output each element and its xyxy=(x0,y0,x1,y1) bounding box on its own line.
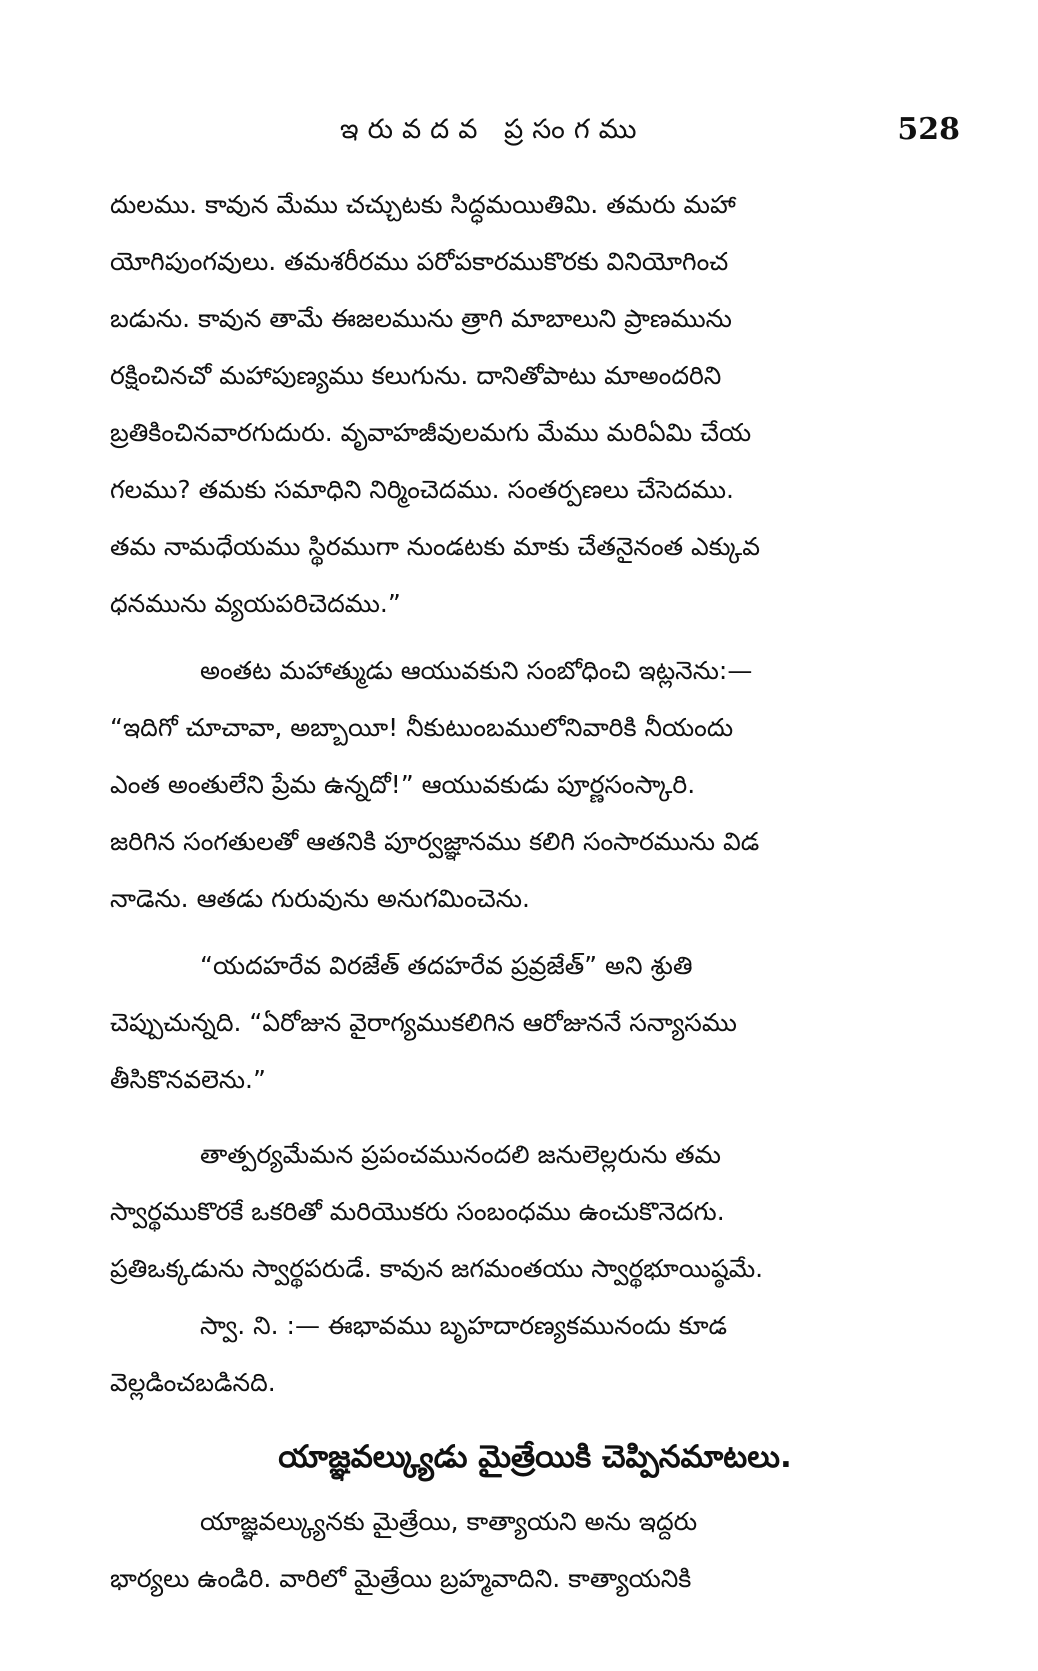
text-line: తమ నామధేయము స్థిరముగా నుండటకు మాకు చేతనైనంత ఎక్కువ xyxy=(110,532,760,561)
text-line: యోగిపుంగవులు. తమశరీరము పరోపకారముకొరకు వినియోగించ xyxy=(110,247,729,276)
section-heading: యాజ్ఞవల్క్యుడు మైత్రేయికి చెప్పినమాటలు. xyxy=(278,1439,792,1475)
page-number: 528 xyxy=(897,112,960,147)
text-line: తీసికొనవలెను.” xyxy=(110,1065,266,1094)
text-line: ప్రతిఒక్కడును స్వార్థపరుడే. కావున జగమంతయు స్వార్థభూయిష్ఠమే. xyxy=(110,1254,764,1283)
paragraph-3 xyxy=(110,937,960,1108)
text-line: “ఇదిగో చూచావా, అబ్బాయీ! నీకుటుంబములోనివారికి నీయందు xyxy=(110,713,734,742)
paragraph-4 xyxy=(110,1126,960,1297)
text-line: జరిగిన సంగతులతో ఆతనికి పూర్వజ్ఞానము కలిగి సంసారమును విడ xyxy=(110,827,760,856)
text-line: బ్రతికించినవారగుదురు. వృవాహజీవులమగు మేము మరిఏమి చేయ xyxy=(110,418,752,447)
text-line: చెప్పుచున్నది. “ఏరోజున వైరాగ్యముకలిగిన ఆరోజుననే సన్యాసము xyxy=(110,1008,737,1037)
text-line: స్వార్థముకొరకే ఒకరితో మరియొకరు సంబంధము ఉంచుకొనెదగు. xyxy=(110,1197,725,1226)
text-line: ఎంత అంతులేని ప్రేమ ఉన్నదో!” ఆయువకుడు పూర్ణసంస్కారి. xyxy=(110,770,696,799)
paragraph-2 xyxy=(110,642,960,927)
text-line: భార్యలు ఉండిరి. వారిలో మైత్రేయి బ్రహ్మవాదిని. కాత్యాయనికి xyxy=(110,1564,692,1593)
text-line: ధనమును వ్యయపరిచెదము.” xyxy=(110,589,401,618)
text-line: బడును. కావున తామే ఈజలమును త్రాగి మాబాలుని ప్రాణమును xyxy=(110,304,732,333)
text-line: దులము. కావున మేము చచ్చుటకు సిద్ధమయితిమి. తమరు మహా xyxy=(110,190,736,219)
text-line: రక్షించినచో మహాపుణ్యము కలుగును. దానితోపాటు మాఅందరిని xyxy=(110,361,722,390)
text-line: యాజ్ఞవల్క్యునకు మైత్రేయి, కాత్యాయని అను ఇద్దరు xyxy=(200,1507,698,1536)
running-title: ఇరువదవ ప్రసంగము xyxy=(340,114,646,145)
text-line: అంతట మహాత్ముడు ఆయువకుని సంబోధించి ఇట్లనెను:— xyxy=(200,656,753,685)
text-line: స్వా. ని. :— ఈభావము బృహదారణ్యకమునందు కూడ xyxy=(200,1311,728,1340)
body-text xyxy=(110,176,960,1607)
paragraph-5 xyxy=(110,1297,960,1411)
text-line: గలము? తమకు సమాధిని నిర్మించెదము. సంతర్పణలు చేసెదము. xyxy=(110,475,734,504)
text-line: తాత్పర్యమేమన ప్రపంచమునందలి జనులెల్లరును తమ xyxy=(200,1140,721,1169)
text-line: నాడెను. ఆతడు గురువును అనుగమించెను. xyxy=(110,884,530,913)
page-header xyxy=(110,114,960,154)
text-line: “యదహరేవ విరజేత్ తదహరేవ ప్రవ్రజేత్” అని శ్రుతి xyxy=(200,951,693,980)
text-line: వెల్లడించబడినది. xyxy=(110,1368,276,1397)
paragraph-1 xyxy=(110,176,960,632)
paragraph-6 xyxy=(110,1493,960,1607)
